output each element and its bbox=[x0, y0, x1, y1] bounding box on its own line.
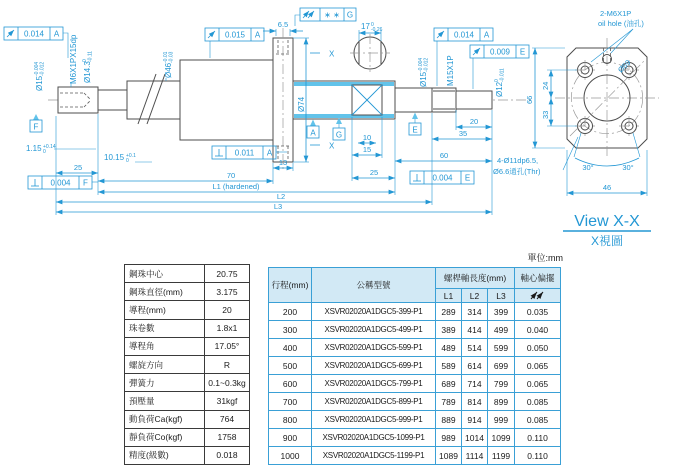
unit-note: 單位:mm bbox=[527, 253, 563, 263]
spec-label: 預壓量 bbox=[125, 392, 205, 410]
l1-value: 989 bbox=[436, 429, 462, 447]
svg-text:35: 35 bbox=[458, 129, 468, 138]
label-d59 bbox=[616, 58, 632, 74]
perpendicularity-icon bbox=[31, 179, 39, 186]
l2-value: 614 bbox=[462, 357, 488, 375]
gdt-datum: A bbox=[254, 30, 261, 40]
runout-icon bbox=[473, 48, 480, 55]
col-header-l1: L1 bbox=[436, 289, 462, 303]
label-d15-right bbox=[418, 58, 430, 87]
dim-70 bbox=[98, 171, 273, 181]
dim-25-mid bbox=[352, 168, 395, 178]
spec-value: 1.8x1 bbox=[205, 319, 250, 337]
l3-value: 1199 bbox=[488, 447, 515, 465]
l1-value: 289 bbox=[436, 303, 462, 321]
label-d74 bbox=[297, 96, 306, 112]
dim-1-15 bbox=[26, 144, 96, 155]
runout-value: 0.085 bbox=[515, 411, 561, 429]
model-row bbox=[269, 393, 561, 411]
l2-value: 914 bbox=[462, 411, 488, 429]
svg-text:L3: L3 bbox=[273, 202, 283, 211]
left-journal bbox=[98, 90, 127, 110]
dim-25-left bbox=[56, 163, 98, 173]
gdt-value: 0.014 bbox=[23, 29, 45, 39]
svg-text:10: 10 bbox=[362, 133, 372, 142]
datum-letter: A bbox=[310, 128, 316, 138]
l1-value: 1089 bbox=[436, 447, 462, 465]
dim-l3 bbox=[56, 202, 492, 212]
gdt-value: 0.004 bbox=[50, 178, 71, 188]
col-header-stroke: 行程(mm) bbox=[269, 268, 312, 303]
stroke-value: 600 bbox=[269, 375, 312, 393]
svg-text:Ø6.6通孔(Thr): Ø6.6通孔(Thr) bbox=[493, 167, 541, 176]
runout-icon bbox=[437, 31, 444, 38]
svg-text:Ø15: Ø15 bbox=[419, 71, 428, 87]
model-number: XSVR02020A1DGC5-1199-P1 bbox=[312, 447, 436, 465]
spec-value: 1758 bbox=[205, 428, 250, 446]
flange-end-view bbox=[555, 38, 659, 158]
model-number: XSVR02020A1DGC5-899-P1 bbox=[312, 393, 436, 411]
l1-value: 589 bbox=[436, 357, 462, 375]
svg-text:1.15: 1.15 bbox=[26, 144, 42, 153]
spec-row bbox=[125, 283, 250, 301]
svg-text:X視圖: X視圖 bbox=[590, 234, 624, 248]
d12-shaft-end bbox=[456, 91, 492, 109]
datum-flag-a bbox=[307, 120, 319, 139]
svg-text:4-Ø11dp6.5,: 4-Ø11dp6.5, bbox=[497, 156, 539, 165]
bolt-holes-note bbox=[493, 137, 578, 176]
gdt-datum: A bbox=[483, 30, 490, 40]
right-journal bbox=[395, 88, 432, 112]
svg-text:Ø12: Ø12 bbox=[495, 81, 504, 97]
gdt-callout-perp-2 bbox=[28, 176, 98, 189]
runout-value: 0.065 bbox=[515, 357, 561, 375]
spec-row bbox=[125, 319, 250, 337]
model-number: XSVR02020A1DGC5-699-P1 bbox=[312, 357, 436, 375]
perpendicularity-icon bbox=[215, 149, 223, 156]
spec-label: 精度(級數) bbox=[125, 446, 205, 464]
l2-value: 1014 bbox=[462, 429, 488, 447]
model-table bbox=[268, 267, 561, 465]
dim-33 bbox=[541, 98, 577, 126]
datum-letter: G bbox=[335, 130, 343, 140]
l1-value: 889 bbox=[436, 411, 462, 429]
stroke-value: 1000 bbox=[269, 447, 312, 465]
svg-text:0: 0 bbox=[43, 149, 46, 155]
svg-text:-0.26: -0.26 bbox=[371, 27, 383, 33]
gdt-datum: E bbox=[464, 173, 471, 183]
l1-value: 689 bbox=[436, 375, 462, 393]
spec-label: 彈簧力 bbox=[125, 374, 205, 392]
svg-text:24: 24 bbox=[541, 81, 550, 90]
spec-label: 導程角 bbox=[125, 337, 205, 355]
svg-text:46: 46 bbox=[602, 183, 612, 192]
across-flats-section bbox=[350, 34, 390, 72]
section-mark-x-top bbox=[310, 50, 335, 59]
svg-text:-0.01: -0.01 bbox=[163, 51, 169, 63]
l2-value: 1114 bbox=[462, 447, 488, 465]
stroke-value: 400 bbox=[269, 339, 312, 357]
spec-value: 17.05° bbox=[205, 337, 250, 355]
model-row bbox=[269, 321, 561, 339]
stroke-value: 800 bbox=[269, 411, 312, 429]
l3-value: 799 bbox=[488, 375, 515, 393]
m15-thread-section bbox=[432, 88, 456, 112]
dim-46 bbox=[567, 150, 647, 196]
model-row bbox=[269, 357, 561, 375]
model-number: XSVR02020A1DGC5-799-P1 bbox=[312, 375, 436, 393]
svg-text:30°: 30° bbox=[622, 163, 634, 172]
datum-letter: F bbox=[33, 122, 39, 132]
spec-label: 導程(mm) bbox=[125, 301, 205, 319]
gdt-datum: G bbox=[346, 10, 354, 20]
l3-value: 999 bbox=[488, 411, 515, 429]
ballnut-body bbox=[180, 60, 273, 140]
svg-text:2-M6X1P: 2-M6X1P bbox=[600, 9, 632, 18]
dim-20 bbox=[456, 117, 492, 127]
spec-row bbox=[125, 355, 250, 373]
spec-value: 764 bbox=[205, 410, 250, 428]
l2-value: 814 bbox=[462, 393, 488, 411]
spec-label: 鋼珠直徑(mm) bbox=[125, 283, 205, 301]
dim-60 bbox=[395, 151, 492, 161]
label-d12 bbox=[494, 68, 506, 97]
gdt-datum: A bbox=[266, 148, 273, 158]
svg-text:25: 25 bbox=[369, 168, 379, 177]
gdt-callout-runout-2 bbox=[205, 28, 264, 58]
datum-flag-f bbox=[30, 114, 42, 132]
svg-text:Ø59: Ø59 bbox=[616, 58, 633, 75]
model-row bbox=[269, 303, 561, 321]
model-number: XSVR02020A1DGC5-499-P1 bbox=[312, 321, 436, 339]
svg-text:66: 66 bbox=[525, 95, 534, 104]
model-number: XSVR02020A1DGC5-1099-P1 bbox=[312, 429, 436, 447]
svg-text:View X-X: View X-X bbox=[574, 213, 640, 230]
svg-text:M6X1PX15dp: M6X1PX15dp bbox=[69, 34, 78, 84]
l3-value: 399 bbox=[488, 303, 515, 321]
spec-value: 20.75 bbox=[205, 265, 250, 283]
model-number: XSVR02020A1DGC5-399-P1 bbox=[312, 303, 436, 321]
l1-value: 489 bbox=[436, 339, 462, 357]
svg-text:oil hole (油孔): oil hole (油孔) bbox=[598, 19, 644, 28]
l1-value: 389 bbox=[436, 321, 462, 339]
l1-value: 789 bbox=[436, 393, 462, 411]
model-row bbox=[269, 447, 561, 465]
col-header-runout-symbol bbox=[515, 289, 561, 303]
svg-text:-0.03: -0.03 bbox=[168, 51, 175, 63]
gdt-value: ∗ ∗ bbox=[324, 10, 340, 20]
svg-text:-0.004: -0.004 bbox=[418, 57, 424, 72]
total-runout-icon bbox=[528, 290, 548, 300]
perpendicularity-icon bbox=[413, 174, 421, 181]
l3-value: 899 bbox=[488, 393, 515, 411]
svg-text:L1 (hardened): L1 (hardened) bbox=[212, 182, 260, 191]
col-header-runout: 軸心偏擺 bbox=[515, 268, 561, 289]
section-letter: X bbox=[329, 49, 335, 59]
runout-value: 0.040 bbox=[515, 321, 561, 339]
gdt-datum: F bbox=[83, 178, 88, 188]
gdt-value: 0.004 bbox=[432, 173, 453, 183]
datum-flag-g bbox=[333, 118, 345, 141]
label-m15 bbox=[446, 55, 455, 86]
runout-value: 0.065 bbox=[515, 375, 561, 393]
gdt-callout-perp-3 bbox=[410, 171, 474, 184]
runout-value: 0.035 bbox=[515, 303, 561, 321]
spec-value: 20 bbox=[205, 301, 250, 319]
svg-text:M15X1P: M15X1P bbox=[446, 55, 455, 86]
section-mark-x-bottom bbox=[310, 142, 335, 151]
model-row bbox=[269, 339, 561, 357]
svg-text:0: 0 bbox=[494, 79, 500, 82]
model-number: XSVR02020A1DGC5-999-P1 bbox=[312, 411, 436, 429]
dim-l2 bbox=[56, 192, 432, 202]
svg-text:0: 0 bbox=[371, 22, 374, 28]
model-row bbox=[269, 411, 561, 429]
svg-text:0: 0 bbox=[82, 59, 88, 62]
runout-value: 0.050 bbox=[515, 339, 561, 357]
l2-value: 514 bbox=[462, 339, 488, 357]
gdt-value: 0.014 bbox=[453, 30, 475, 40]
screw-shaft-left bbox=[127, 74, 180, 124]
spec-value: 31kgf bbox=[205, 392, 250, 410]
spec-value: 0.018 bbox=[205, 446, 250, 464]
l2-value: 314 bbox=[462, 303, 488, 321]
spec-label: 鋼珠中心 bbox=[125, 265, 205, 283]
gdt-callout-total-runout bbox=[295, 8, 356, 26]
col-header-model: 公稱型號 bbox=[312, 268, 436, 303]
dim-17-across-flats bbox=[359, 22, 383, 41]
svg-text:33: 33 bbox=[541, 110, 550, 119]
model-row bbox=[269, 375, 561, 393]
l3-value: 699 bbox=[488, 357, 515, 375]
model-row bbox=[269, 429, 561, 447]
gdt-value: 0.011 bbox=[234, 148, 255, 158]
stroke-value: 700 bbox=[269, 393, 312, 411]
svg-text:+0.1: +0.1 bbox=[126, 153, 136, 159]
runout-icon bbox=[208, 31, 215, 38]
l3-value: 599 bbox=[488, 339, 515, 357]
col-header-l3: L3 bbox=[488, 289, 515, 303]
dim-35 bbox=[432, 129, 492, 139]
svg-text:13: 13 bbox=[278, 158, 288, 167]
spec-row bbox=[125, 392, 250, 410]
wrench-flat-section bbox=[352, 85, 382, 115]
svg-text:25: 25 bbox=[73, 163, 83, 172]
spec-value: R bbox=[205, 355, 250, 373]
svg-text:17: 17 bbox=[361, 22, 370, 31]
spec-row bbox=[125, 446, 250, 464]
spec-row bbox=[125, 410, 250, 428]
spec-row bbox=[125, 301, 250, 319]
svg-text:30°: 30° bbox=[582, 163, 594, 172]
col-header-l2: L2 bbox=[462, 289, 488, 303]
svg-text:60: 60 bbox=[439, 151, 449, 160]
svg-text:Ø14.3: Ø14.3 bbox=[83, 61, 92, 83]
l3-value: 499 bbox=[488, 321, 515, 339]
model-number: XSVR02020A1DGC5-599-P1 bbox=[312, 339, 436, 357]
l3-value: 1099 bbox=[488, 429, 515, 447]
svg-text:-0.012: -0.012 bbox=[423, 57, 430, 72]
label-d15-left bbox=[34, 62, 46, 91]
runout-icon bbox=[7, 30, 14, 37]
svg-text:0: 0 bbox=[126, 158, 129, 164]
svg-text:Ø46: Ø46 bbox=[164, 62, 173, 78]
view-title bbox=[563, 213, 651, 248]
bolt-hole bbox=[575, 116, 595, 136]
dim-l1 bbox=[98, 182, 395, 192]
stroke-value: 500 bbox=[269, 357, 312, 375]
left-shaft-end bbox=[58, 87, 98, 113]
spec-value: 0.1~0.3kg bbox=[205, 374, 250, 392]
dim-10-15 bbox=[104, 153, 152, 164]
spec-row bbox=[125, 428, 250, 446]
svg-text:15: 15 bbox=[362, 145, 372, 154]
gdt-datum: A bbox=[53, 29, 60, 39]
total-runout-icon bbox=[303, 11, 314, 18]
stroke-value: 300 bbox=[269, 321, 312, 339]
svg-text:70: 70 bbox=[226, 171, 236, 180]
spec-label: 螺旋方向 bbox=[125, 355, 205, 373]
spec-value: 3.175 bbox=[205, 283, 250, 301]
runout-value: 0.110 bbox=[515, 447, 561, 465]
svg-text:10.15: 10.15 bbox=[104, 153, 125, 162]
spec-label: 靜負荷Co(kgf) bbox=[125, 428, 205, 446]
spec-row bbox=[125, 265, 250, 283]
svg-text:-0.11: -0.11 bbox=[87, 50, 94, 62]
l2-value: 714 bbox=[462, 375, 488, 393]
label-d14-3 bbox=[82, 51, 94, 83]
spec-row bbox=[125, 374, 250, 392]
oil-hole-note bbox=[591, 9, 644, 62]
gdt-datum: E bbox=[519, 47, 526, 57]
col-header-length: 螺桿軸長度(mm) bbox=[436, 268, 515, 289]
dim-15 bbox=[352, 145, 382, 155]
spec-row bbox=[125, 337, 250, 355]
label-m6-tap bbox=[69, 34, 78, 84]
gdt-value: 0.015 bbox=[224, 30, 246, 40]
svg-text:-0.011: -0.011 bbox=[499, 68, 506, 82]
svg-text:Ø15: Ø15 bbox=[35, 75, 44, 91]
runout-value: 0.085 bbox=[515, 393, 561, 411]
section-letter: X bbox=[329, 141, 335, 151]
svg-text:20: 20 bbox=[469, 117, 479, 126]
stroke-value: 200 bbox=[269, 303, 312, 321]
spec-table bbox=[124, 264, 250, 465]
gdt-value: 0.009 bbox=[489, 47, 511, 57]
datum-flag-e bbox=[409, 113, 421, 136]
l2-value: 414 bbox=[462, 321, 488, 339]
runout-value: 0.110 bbox=[515, 429, 561, 447]
gdt-callout-perp-1 bbox=[212, 146, 287, 159]
spec-label: 動負荷Ca(kgf) bbox=[125, 410, 205, 428]
svg-text:-0.012: -0.012 bbox=[39, 61, 46, 76]
spec-label: 珠卷數 bbox=[125, 319, 205, 337]
svg-text:6.5: 6.5 bbox=[277, 20, 289, 29]
label-d46 bbox=[163, 51, 175, 78]
svg-text:Ø74: Ø74 bbox=[297, 96, 306, 112]
dim-10 bbox=[358, 133, 376, 143]
datum-letter: E bbox=[412, 125, 418, 135]
stroke-value: 900 bbox=[269, 429, 312, 447]
svg-text:L2: L2 bbox=[276, 192, 286, 201]
gdt-callout-runout-1 bbox=[4, 27, 68, 58]
svg-text:+0.14: +0.14 bbox=[43, 144, 56, 150]
svg-text:-0.004: -0.004 bbox=[34, 61, 40, 76]
